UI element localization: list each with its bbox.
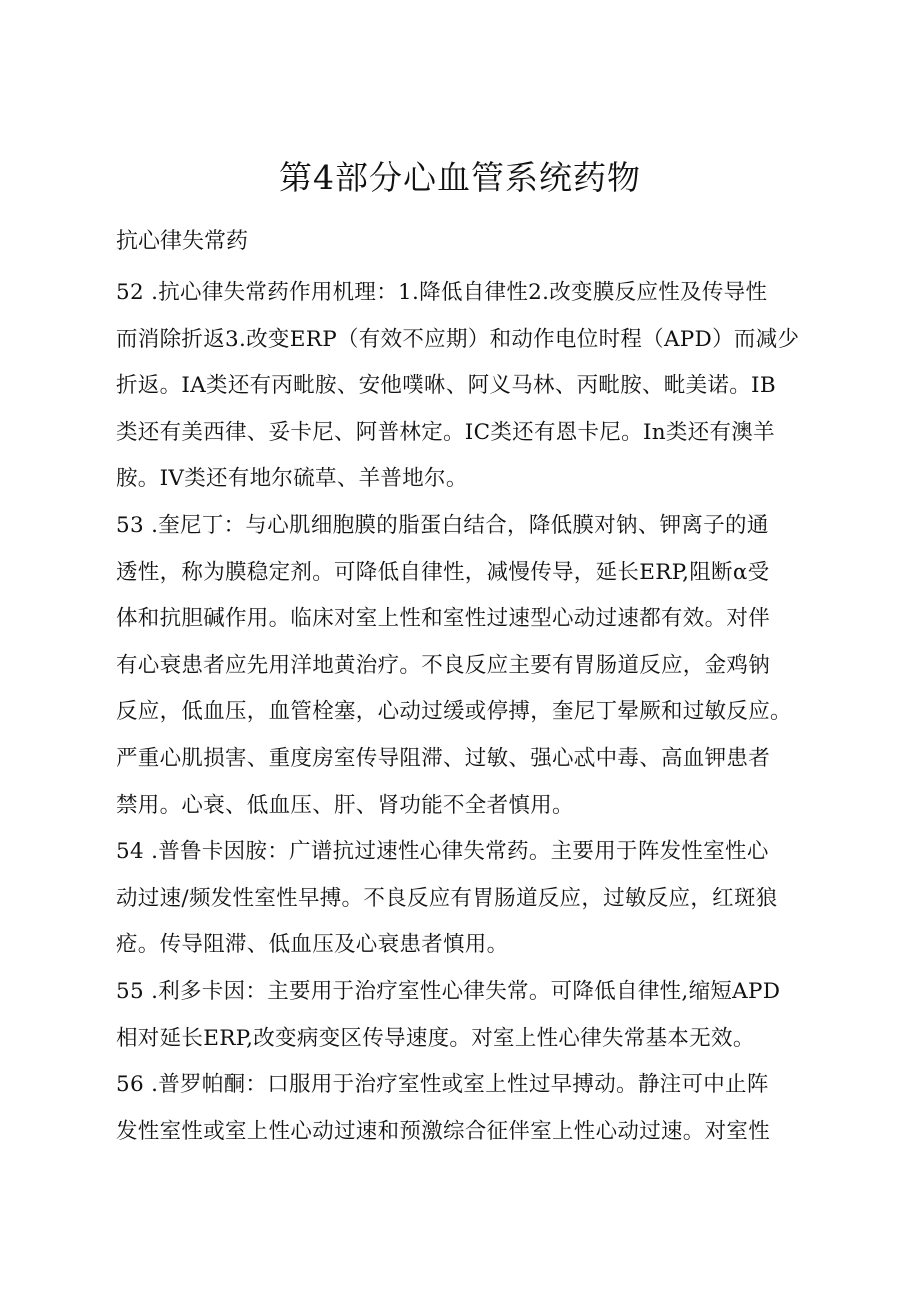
text-line: 严重心肌损害、重度房室传导阻滞、过敏、强心忒中毒、高血钾患者 [116,745,771,771]
text-line: 而消除折返3.改变ERP（有效不应期）和动作电位时程（APD）而减少 [116,326,800,352]
page-title: 第4部分心血管系统药物 [279,158,641,197]
text-line: 相对延长ERP,改变病变区传导速度。对室上性心律失常基本无效。 [116,1025,755,1051]
text-line: 疮。传导阻滞、低血压及心衰患者慎用。 [116,932,509,958]
text-line: 透性，称为膜稳定剂。可降低自律性，减慢传导，延长ERP,阻断α受 [116,559,770,585]
text-line: 胺。IV类还有地尔硫草、羊普地尔。 [116,466,468,492]
body-text [116,270,816,1155]
section-heading: 抗心律失常药 [116,229,249,254]
text-line: 56 .普罗帕酮：口服用于治疗室性或室上性过早搏动。静注可中止阵 [116,1072,769,1098]
text-line: 53 .奎尼丁：与心肌细胞膜的脂蛋白结合，降低膜对钠、钾离子的通 [116,512,769,538]
text-line: 类还有美西律、妥卡尼、阿普林定。IC类还有恩卡尼。In类还有澳羊 [116,419,775,445]
text-line: 54 .普鲁卡因胺：广谱抗过速性心律失常药。主要用于阵发性室性心 [116,839,769,865]
text-line: 反应，低血压，血管栓塞，心动过缓或停搏，奎尼丁晕厥和过敏反应。 [116,699,792,725]
text-line: 有心衰患者应先用洋地黄治疗。不良反应主要有胃肠道反应，金鸡钠 [116,652,771,678]
text-line: 禁用。心衰、低血压、肝、肾功能不全者慎用。 [116,792,574,818]
text-line: 动过速/频发性室性早搏。不良反应有胃肠道反应，过敏反应，红斑狼 [116,885,778,911]
text-line: 55 .利多卡因：主要用于治疗室性心律失常。可降低自律性,缩短APD [116,978,781,1004]
text-line: 发性室性或室上性心动过速和预激综合征伴室上性心动过速。对室性 [116,1118,771,1144]
text-line: 折返。IA类还有丙毗胺、安他噗咻、阿义马林、丙毗胺、毗美诺。IB [116,373,776,399]
text-line: 52 .抗心律失常药作用机理：1.降低自律性2.改变膜反应性及传导性 [116,280,768,305]
text-line: 体和抗胆碱作用。临床对室上性和室性过速型心动过速都有效。对伴 [116,606,771,632]
